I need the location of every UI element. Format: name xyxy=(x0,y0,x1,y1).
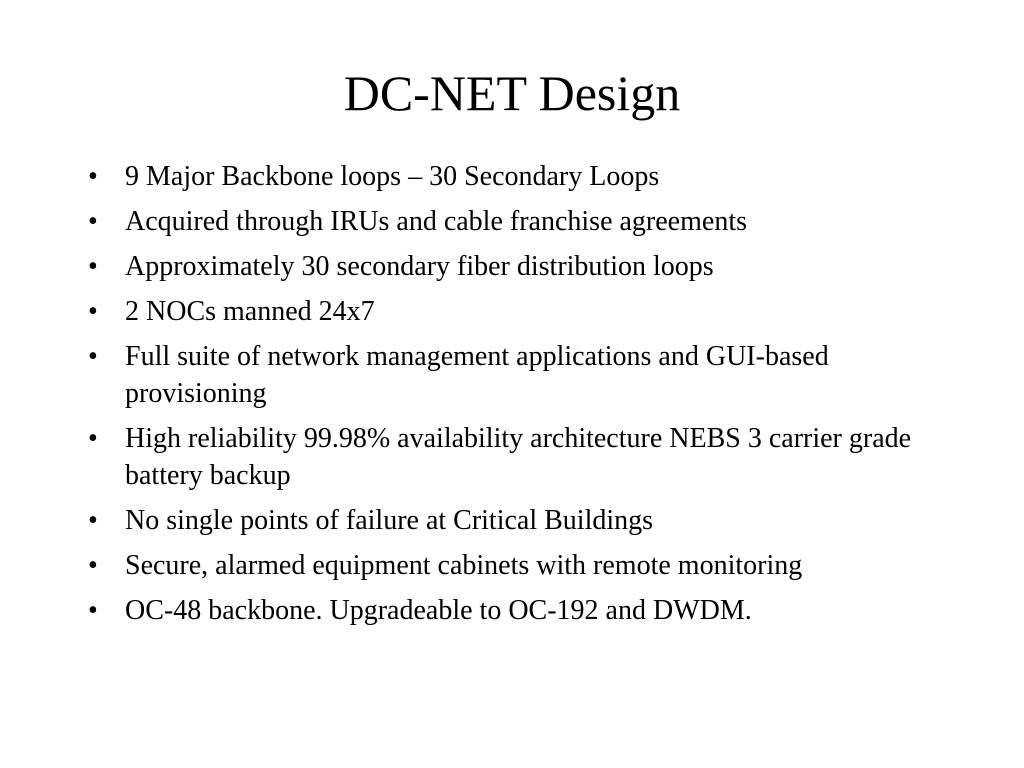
slide-title: DC-NET Design xyxy=(343,65,681,121)
bullet-item xyxy=(88,338,948,412)
bullet-text: 9 Major Backbone loops – 30 Secondary Loops xyxy=(125,161,660,192)
bullet-icon: • xyxy=(88,251,98,282)
bullet-item xyxy=(88,158,948,195)
bullet-item xyxy=(88,203,948,240)
bullet-text: Full suite of network management applications and GUI-based provisioning xyxy=(125,341,829,409)
bullet-text: Approximately 30 secondary fiber distribution loops xyxy=(125,251,714,282)
bullet-icon: • xyxy=(88,423,98,454)
bullet-icon: • xyxy=(88,550,98,581)
bullet-icon: • xyxy=(88,161,98,192)
bullet-icon: • xyxy=(88,341,98,372)
bullet-item xyxy=(88,502,948,539)
bullet-item xyxy=(88,293,948,330)
bullet-text: No single points of failure at Critical Buildings xyxy=(125,505,654,536)
bullet-text: Secure, alarmed equipment cabinets with remote monitoring xyxy=(125,550,803,581)
bullet-icon: • xyxy=(88,206,98,237)
bullet-item xyxy=(88,248,948,285)
bullet-text: Acquired through IRUs and cable franchise agreements xyxy=(125,206,747,237)
bullet-text: 2 NOCs manned 24x7 xyxy=(125,296,375,327)
bullet-text: High reliability 99.98% availability architecture NEBS 3 carrier grade battery backup xyxy=(125,423,912,491)
bullet-icon: • xyxy=(88,505,98,536)
bullet-text: OC-48 backbone. Upgradeable to OC-192 and DWDM. xyxy=(125,595,752,626)
bullet-icon: • xyxy=(88,296,98,327)
bullet-icon: • xyxy=(88,595,98,626)
bullet-item xyxy=(88,592,948,629)
bullet-item xyxy=(88,547,948,584)
bullet-list xyxy=(88,158,948,637)
bullet-item xyxy=(88,420,948,494)
